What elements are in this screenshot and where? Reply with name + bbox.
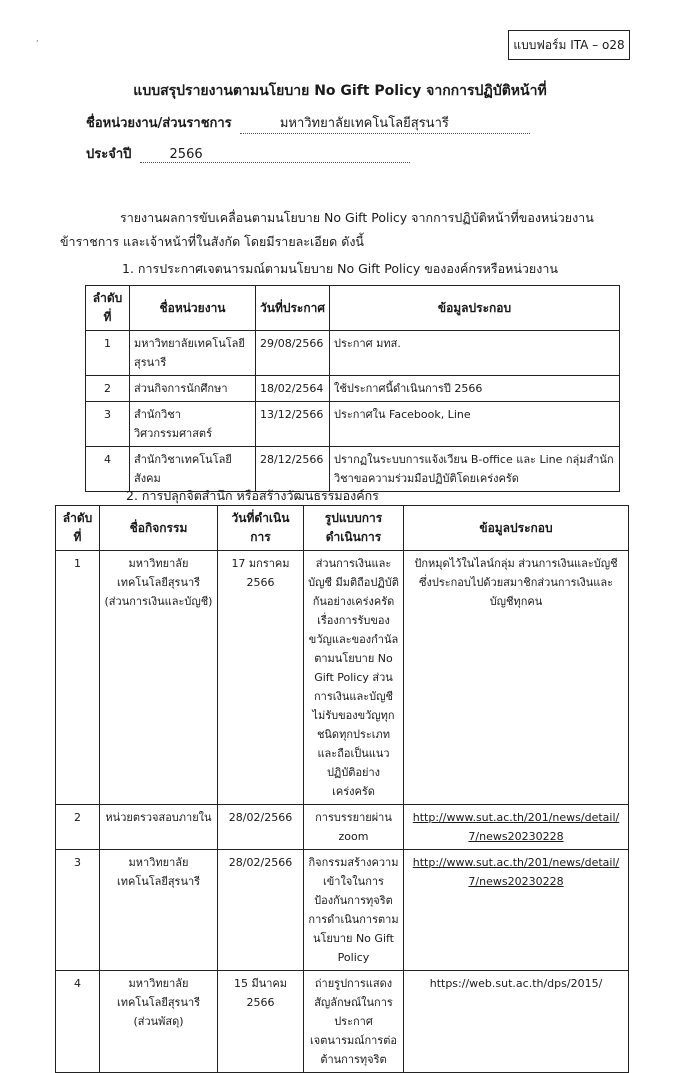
table-row — [86, 447, 620, 492]
section2-heading: 2. การปลุกจิตสำนึก หรือสร้างวัฒนธรรมองค์กร — [126, 488, 379, 503]
cell-date: 15 มีนาคม 2566 — [218, 971, 304, 1073]
cell-format: กิจกรรมสร้างความเข้าใจในการป้องกันการทุจริต การดำเนินการตามนโยบาย No Gift Policy — [304, 850, 404, 971]
cell-date: 28/02/2566 — [218, 805, 304, 850]
cell-info: ใช้ประกาศนี้ดำเนินการปี 2566 — [330, 376, 620, 402]
scan-mark: , — [36, 34, 39, 43]
table-header-row — [56, 506, 629, 551]
year-label: ประจำปี — [86, 147, 132, 162]
agency-label: ชื่อหน่วยงาน/ส่วนราชการ — [86, 116, 232, 131]
table-row — [86, 402, 620, 447]
cell-format: การบรรยายผ่าน zoom — [304, 805, 404, 850]
table-row — [56, 805, 629, 850]
cell-name: มหาวิทยาลัยเทคโนโลยีสุรนารี — [130, 331, 256, 376]
cell-no: 2 — [56, 805, 100, 850]
cell-name: หน่วยตรวจสอบภายใน — [100, 805, 218, 850]
form-code-box: แบบฟอร์ม ITA – o28 — [508, 30, 630, 60]
cell-info-link[interactable]: http://www.sut.ac.th/201/news/detail/7/news20230228 — [404, 805, 629, 850]
cell-name: มหาวิทยาลัยเทคโนโลยีสุรนารี (ส่วนการเงินและบัญชี) — [100, 551, 218, 805]
cell-info-link[interactable]: http://www.sut.ac.th/201/news/detail/7/news20230228 — [404, 850, 629, 971]
agency-value: มหาวิทยาลัยเทคโนโลยีสุรนารี — [240, 112, 530, 134]
table-row — [56, 551, 629, 805]
year-field — [86, 143, 410, 164]
section1-heading: 1. การประกาศเจตนารมณ์ตามนโยบาย No Gift Policy ขององค์กรหรือหน่วยงาน — [122, 261, 558, 276]
cell-info: ประกาศใน Facebook, Line — [330, 402, 620, 447]
cell-date: 17 มกราคม 2566 — [218, 551, 304, 805]
header-activity-name: ชื่อกิจกรรม — [100, 506, 218, 551]
cell-info: ปักหมุดไว้ในไลน์กลุ่ม ส่วนการเงินและบัญชี ซึ่งประกอบไปด้วยสมาชิกส่วนการเงินและบัญชีทุกคน — [404, 551, 629, 805]
cell-name: สำนักวิชาวิศวกรรมศาสตร์ — [130, 402, 256, 447]
cell-info: ปรากฏในระบบการแจ้งเวียน B-office และ Line กลุ่มสำนักวิชาขอความร่วมมือปฏิบัติโดยเคร่งครัด — [330, 447, 620, 492]
header-format: รูปแบบการดำเนินการ — [304, 506, 404, 551]
table-row — [56, 971, 629, 1073]
cell-info-link[interactable]: https://web.sut.ac.th/dps/2015/ — [404, 971, 629, 1073]
document-title: แบบสรุปรายงานตามนโยบาย No Gift Policy จากการปฏิบัติหน้าที่ — [133, 83, 547, 99]
table-header-row — [86, 286, 620, 331]
cell-date: 28/12/2566 — [256, 447, 330, 492]
cell-date: 13/12/2566 — [256, 402, 330, 447]
cell-name: มหาวิทยาลัยเทคโนโลยีสุรนารี — [100, 850, 218, 971]
section2-table — [55, 505, 629, 1073]
header-agency-name: ชื่อหน่วยงาน — [130, 286, 256, 331]
cell-date: 28/02/2566 — [218, 850, 304, 971]
header-no: ลำดับที่ — [86, 286, 130, 331]
header-no: ลำดับที่ — [56, 506, 100, 551]
cell-date: 29/08/2566 — [256, 331, 330, 376]
cell-format: ส่วนการเงินและบัญชี มีมติถือปฏิบัติกันอย่างเคร่งครัด เรื่องการรับของขวัญและของกำนัล ตามนโยบาย No Gift Policy ส่วนการเงินและบัญชี ไม่รับของขวัญทุกชนิดทุกประเภท และถือเป็นแนวปฏิบัติอย่างเคร่งครัด — [304, 551, 404, 805]
table-row — [86, 376, 620, 402]
cell-no: 3 — [86, 402, 130, 447]
agency-field — [86, 112, 530, 134]
table-row — [56, 850, 629, 971]
cell-name: มหาวิทยาลัยเทคโนโลยีสุรนารี (ส่วนพัสดุ) — [100, 971, 218, 1073]
intro-line-2: ข้าราชการ และเจ้าหน้าที่ในสังกัด โดยมีรายละเอียด ดังนี้ — [60, 234, 364, 249]
intro-paragraph — [60, 206, 620, 254]
cell-no: 1 — [56, 551, 100, 805]
header-announce-date: วันที่ประกาศ — [256, 286, 330, 331]
header-action-date: วันที่ดำเนินการ — [218, 506, 304, 551]
table-row — [86, 331, 620, 376]
cell-name: ส่วนกิจการนักศึกษา — [130, 376, 256, 402]
intro-line-1: รายงานผลการขับเคลื่อนตามนโยบาย No Gift Policy จากการปฏิบัติหน้าที่ของหน่วยงาน — [120, 210, 594, 225]
cell-no: 3 — [56, 850, 100, 971]
cell-no: 4 — [56, 971, 100, 1073]
header-info: ข้อมูลประกอบ — [404, 506, 629, 551]
cell-no: 1 — [86, 331, 130, 376]
cell-format: ถ่ายรูปการแสดงสัญลักษณ์ในการประกาศเจตนารมณ์การต่อต้านการทุจริต — [304, 971, 404, 1073]
header-info: ข้อมูลประกอบ — [330, 286, 620, 331]
cell-date: 18/02/2564 — [256, 376, 330, 402]
cell-no: 2 — [86, 376, 130, 402]
section1-table — [85, 285, 620, 492]
cell-no: 4 — [86, 447, 130, 492]
cell-info: ประกาศ มทส. — [330, 331, 620, 376]
year-value: 2566 — [140, 147, 410, 163]
cell-name: สำนักวิชาเทคโนโลยีสังคม — [130, 447, 256, 492]
